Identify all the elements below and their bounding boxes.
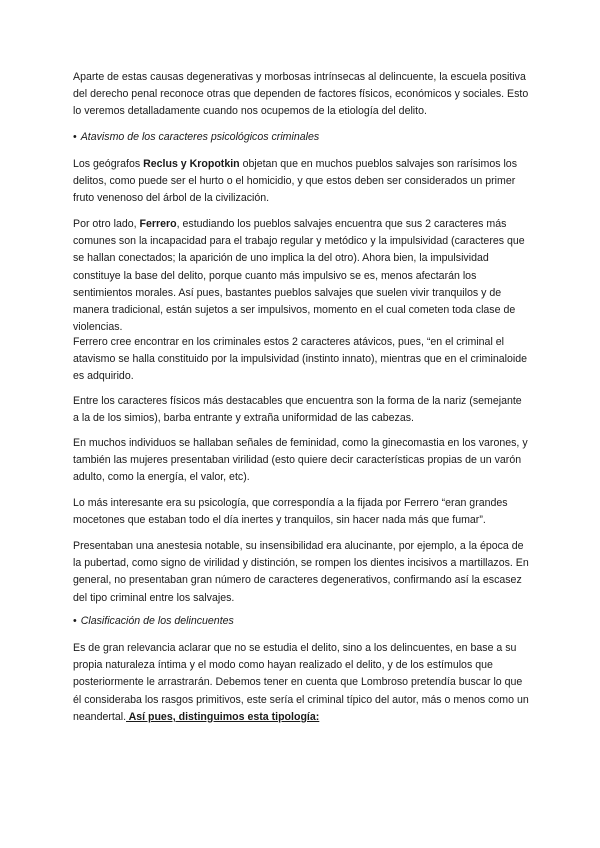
paragraph-caracteres-atavicos: Ferrero cree encontrar en los criminales estos 2 caracteres atávicos, pues, “en el criminal el atavismo se halla constituido por la impulsividad (instinto innato), mientras que en el criminaloide es adquirido.: [73, 336, 527, 383]
paragraph-ferrero: [73, 216, 530, 336]
paragraph-causas-degenerativas: Aparte de estas causas degenerativas y morbosas intrínsecas al delincuente, la escuela positiva del derecho penal reconoce otras que dependen de factores físicos, económicos y sociales. Esto lo veremos detalladamente cuando nos ocupemos de la etiología del delito.: [73, 71, 529, 118]
section-heading-text: Clasificación de los delincuentes: [80, 615, 234, 627]
section-heading-text: Atavismo de los caracteres psicológicos criminales: [80, 131, 320, 143]
paragraph-reclus-kropotkin: [73, 156, 530, 208]
paragraph-relevancia: [73, 640, 530, 726]
paragraph-caracteres-fisicos: Entre los caracteres físicos más destacables que encuentra son la forma de la nariz (semejante a la de los simios), barba entrante y extraña uniformidad de las cabezas.: [73, 395, 522, 425]
bullet-marker: •: [73, 131, 77, 143]
paragraph-feminidad: En muchos individuos se hallaban señales de feminidad, como la ginecomastia en los varones, y también las mujeres presentaban virilidad (esto quiere decir características propias de un varón adulto, como la energía, el valor, etc).: [73, 437, 528, 484]
bold-text: Ferrero: [139, 218, 177, 230]
text-run: Por otro lado,: [73, 218, 140, 230]
section-heading-atavismo: [73, 129, 530, 146]
paragraph-psicologia: Lo más interesante era su psicología, que correspondía a la fijada por Ferrero “eran grandes mocetones que estaban todo el día inertes y tranquilos, sin hacer nada más que fumar”.: [73, 497, 508, 527]
bold-underlined-text: Así pues, distinguimos esta tipología:: [126, 710, 320, 723]
paragraph-anestesia: Presentaban una anestesia notable, su insensibilidad era alucinante, por ejemplo, a la época de la pubertad, como signo de virilidad y distinción, se rompen los dientes incisivos a martillazos. En general, no presentaban gran número de caracteres degenerativos, confirmando así la escasez del tipo criminal entre los salvajes.: [73, 540, 529, 604]
text-run: , estudiando los pueblos salvajes encuentra que sus 2 caracteres más comunes son la incapacidad para el trabajo regular y metódico y la impulsividad (caracteres que se hallan conectados; la aparición de uno implica la del otro). Ahora bien, la impulsividad constituye la base del delito, porque cuanto más impulsivo se es, menos afectarán los sentimientos morales. Así pues, bastantes pueblos salvajes que suelen vivir tranquilos y de manera tradicional, están sujetos a ser impulsivos, momento en el cual cometen toda clase de violencias.: [73, 218, 525, 334]
text-run: objetan que en muchos pueblos salvajes son rarísimos los delitos, como puede ser el hurto o el homicidio, y que estos deben ser considerados un primer fruto venenoso del árbol de la civilización.: [73, 158, 517, 205]
text-run: Los geógrafos: [73, 158, 144, 170]
text-run: Es de gran relevancia aclarar que no se estudia el delito, sino a los delincuentes, en base a su propia naturaleza íntima y el modo como hayan realizado el delito, y de los estímulos que posteriormente le arrastrarán. Debemos tener en cuenta que Lombroso pretendía buscar lo que él consideraba los rasgos primitivos, este sería el criminal típico del autor, más o menos como un neandertal.: [73, 642, 529, 723]
bullet-marker: •: [73, 615, 77, 627]
section-heading-clasificacion: [73, 613, 530, 630]
bold-text: Reclus y Kropotkin: [143, 158, 240, 170]
